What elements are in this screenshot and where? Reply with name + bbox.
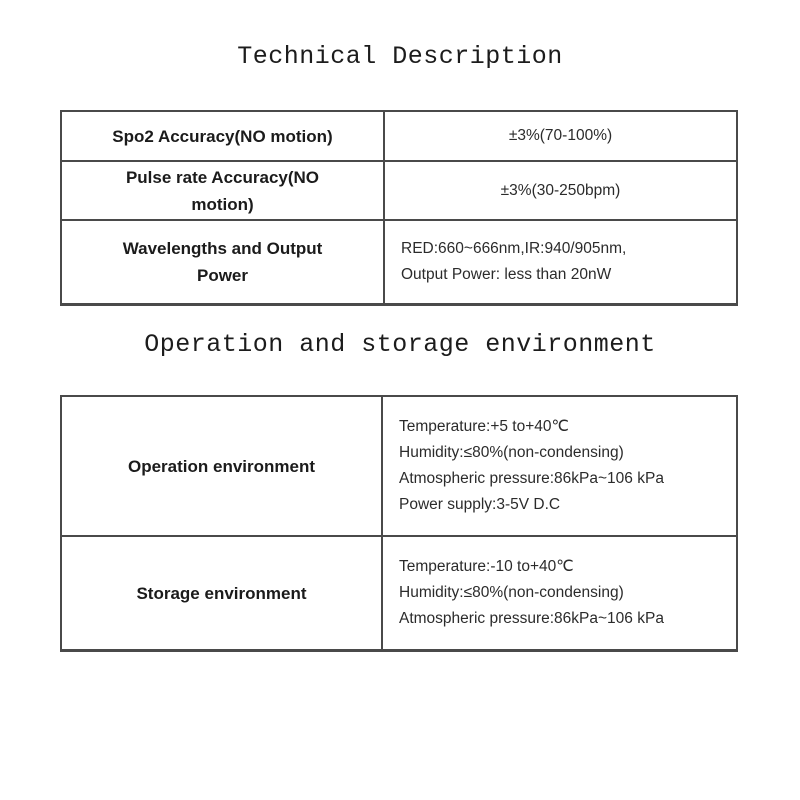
spec-value-cell bbox=[385, 162, 736, 221]
value-line: Atmospheric pressure:86kPa~106 kPa bbox=[399, 610, 664, 627]
label-line: Power bbox=[196, 266, 249, 285]
label-line: Storage environment bbox=[136, 583, 307, 603]
value-line: ±3%(30-250bpm) bbox=[500, 181, 621, 199]
value-line: Humidity:≤80%(non-condensing) bbox=[399, 584, 624, 601]
spec-label-cell bbox=[62, 162, 385, 221]
value-line: Atmospheric pressure:86kPa~106 kPa bbox=[399, 470, 664, 487]
spec-value-cell bbox=[385, 221, 736, 303]
value-line: Temperature:-10 to+40℃ bbox=[399, 558, 574, 575]
value-line: Temperature:+5 to+40℃ bbox=[399, 418, 569, 435]
spec-value-cell bbox=[385, 112, 736, 162]
environment-table bbox=[60, 395, 738, 652]
value-line: Power supply:3-5V D.C bbox=[399, 496, 561, 513]
technical-table bbox=[60, 110, 738, 306]
spec-value-cell bbox=[383, 397, 736, 537]
label-line: Operation environment bbox=[127, 456, 316, 476]
spec-label-cell bbox=[62, 112, 385, 162]
label-line: Spo2 Accuracy(NO motion) bbox=[112, 126, 333, 146]
label-line: Wavelengths and Output bbox=[122, 239, 323, 258]
value-line: Output Power: less than 20nW bbox=[401, 266, 612, 283]
value-line: RED:660~666nm,IR:940/905nm, bbox=[401, 240, 627, 257]
spec-label-cell bbox=[62, 397, 383, 537]
spec-value-cell bbox=[383, 537, 736, 649]
value-line: Humidity:≤80%(non-condensing) bbox=[399, 444, 624, 461]
label-line: Pulse rate Accuracy(NO bbox=[125, 167, 320, 187]
value-line: ±3%(70-100%) bbox=[508, 127, 613, 144]
section-title-environment: Operation and storage environment bbox=[144, 330, 656, 359]
section-title-technical: Technical Description bbox=[237, 42, 563, 71]
spec-label-cell bbox=[62, 221, 385, 303]
label-line: motion) bbox=[191, 194, 254, 214]
spec-label-cell bbox=[62, 537, 383, 649]
